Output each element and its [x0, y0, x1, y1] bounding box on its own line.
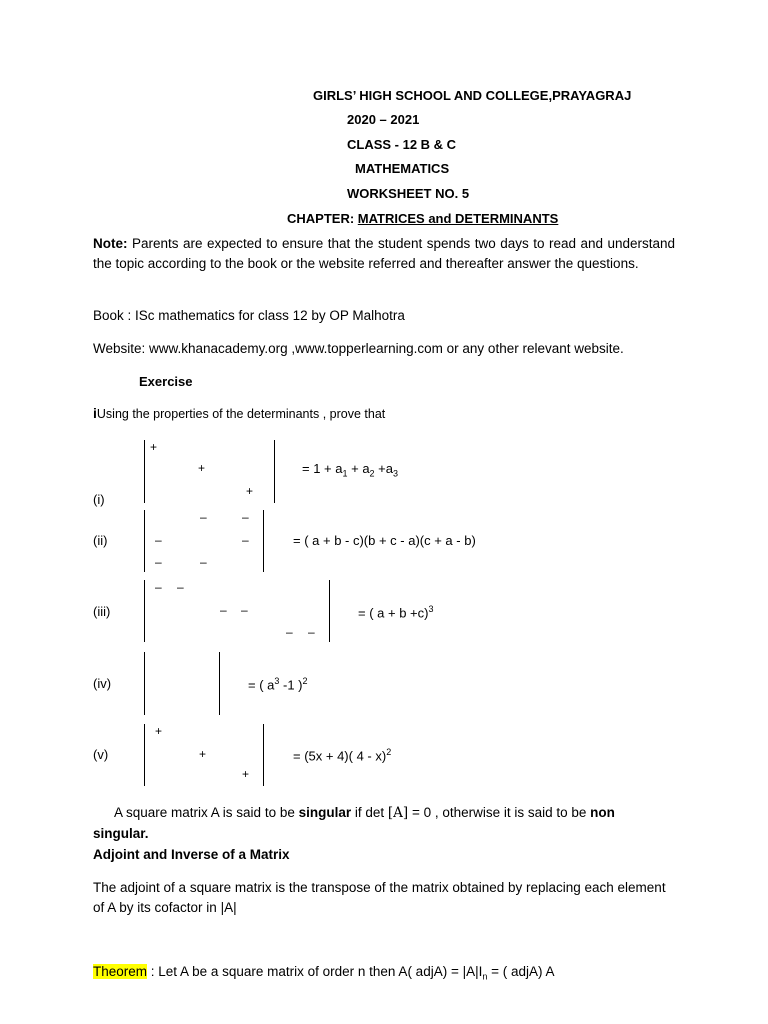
item-label-v: (v)	[93, 747, 109, 762]
singular-mid: if det	[351, 805, 388, 820]
determinant-bar-left-iv	[144, 652, 145, 715]
matrix-symbol-ii-3: –	[155, 533, 162, 547]
item-label-ii: (ii)	[93, 533, 108, 548]
rhs-iv-sup-2: 2	[302, 676, 308, 686]
item-rhs-v	[293, 747, 391, 763]
singular-term: singular	[298, 805, 352, 820]
determinant-bar-left-ii	[144, 510, 145, 572]
singular-definition	[114, 805, 615, 821]
worksheet-number: WORKSHEET NO. 5	[347, 186, 470, 201]
rhs-i-part-2: + a	[347, 461, 370, 476]
determinant-bar-right-i	[274, 440, 275, 503]
exercise-intro-text: Using the properties of the determinants , prove that	[96, 407, 386, 421]
item-rhs-ii: = ( a + b - c)(b + c - a)(c + a - b)	[293, 533, 476, 548]
theorem-sub: n	[482, 971, 488, 982]
note-paragraph	[93, 234, 675, 274]
matrix-symbol-ii-4: –	[242, 533, 249, 547]
item-label-iii: (iii)	[93, 604, 111, 619]
determinant-bar-left-i	[144, 440, 145, 503]
determinant-bar-left-iii	[144, 580, 145, 642]
matrix-symbol-v-1: +	[155, 724, 163, 738]
chapter-line	[287, 211, 558, 226]
matrix-symbol-ii-5: –	[155, 555, 162, 569]
rhs-v-text: = (5x + 4)( 4 - x)	[293, 748, 387, 764]
theorem-label: Theorem	[93, 964, 148, 979]
matrix-symbol-ii-6: –	[200, 555, 207, 569]
singular-line-two: singular.	[93, 826, 149, 841]
theorem-tail: = ( adjA) A	[487, 964, 555, 979]
singular-post: = 0 , otherwise it is said to be	[408, 805, 591, 820]
rhs-i-part-3: +a	[374, 461, 393, 476]
theorem-line	[93, 964, 555, 982]
rhs-i-sub-2: 2	[369, 468, 375, 479]
rhs-iii-sup: 3	[428, 604, 434, 614]
item-rhs-iv	[248, 676, 308, 692]
matrix-symbol-iii-3: –	[220, 603, 227, 617]
determinant-bar-right-ii	[263, 510, 264, 572]
rhs-iv-text: = ( a	[248, 677, 275, 693]
adjoint-heading: Adjoint and Inverse of a Matrix	[93, 847, 290, 862]
rhs-v-sup: 2	[386, 747, 392, 757]
session-year: 2020 – 2021	[347, 112, 420, 127]
singular-det-arg: [A]	[387, 805, 409, 821]
matrix-symbol-i-1: +	[150, 440, 158, 454]
determinant-bar-left-v	[144, 724, 145, 786]
rhs-i-sub-1: 1	[342, 468, 348, 479]
matrix-symbol-iii-2: –	[177, 580, 184, 594]
item-label-i: (i)	[93, 492, 105, 507]
rhs-i-sub-3: 3	[393, 468, 399, 479]
rhs-i-part-1: = 1 + a	[302, 461, 343, 476]
determinant-bar-right-v	[263, 724, 264, 786]
item-rhs-i	[302, 461, 398, 479]
matrix-symbol-iii-5: –	[286, 625, 293, 639]
exercise-heading: Exercise	[139, 374, 193, 389]
book-reference: Book : ISc mathematics for class 12 by OP Malhotra	[93, 308, 405, 323]
note-label: Note:	[93, 236, 128, 251]
chapter-title: MATRICES and DETERMINANTS	[357, 211, 559, 226]
matrix-symbol-ii-2: –	[242, 510, 249, 524]
matrix-symbol-iii-6: –	[308, 625, 315, 639]
matrix-symbol-v-2: +	[199, 747, 207, 761]
non-term: non	[590, 805, 615, 820]
determinant-bar-right-iii	[329, 580, 330, 642]
rhs-iv-mid: -1 )	[279, 677, 303, 693]
rhs-iii-text: = ( a + b +c)	[358, 605, 429, 621]
matrix-symbol-i-2: +	[198, 461, 206, 475]
rhs-iv-sup-1: 3	[274, 676, 280, 686]
item-rhs-iii	[358, 604, 433, 620]
adjoint-definition: The adjoint of a square matrix is the transpose of the matrix obtained by replacing each element of A by its cofactor in |A|	[93, 880, 666, 915]
note-text: Parents are expected to ensure that the student spends two days to read and understand the topic according to the book or the website referred and thereafter answer the questions.	[93, 236, 675, 271]
matrix-symbol-ii-1: –	[200, 510, 207, 524]
chapter-label: CHAPTER:	[287, 211, 358, 226]
singular-pre: A square matrix A is said to be	[114, 805, 299, 820]
matrix-symbol-i-3: +	[246, 484, 254, 498]
subject-line: MATHEMATICS	[355, 161, 450, 176]
matrix-symbol-iii-4: –	[241, 603, 248, 617]
determinant-bar-right-iv	[219, 652, 220, 715]
item-label-iv: (iv)	[93, 676, 112, 691]
matrix-symbol-iii-1: –	[155, 580, 162, 594]
website-reference: Website: www.khanacademy.org ,www.topperlearning.com or any other relevant website.	[93, 341, 624, 356]
exercise-marker: i	[93, 405, 97, 421]
class-line: CLASS - 12 B & C	[347, 137, 457, 152]
exercise-intro	[93, 405, 385, 421]
matrix-symbol-v-3: +	[242, 767, 250, 781]
theorem-text: : Let A be a square matrix of order n then A( adjA) = |A|I	[147, 964, 483, 979]
school-name: GIRLS’ HIGH SCHOOL AND COLLEGE,PRAYAGRAJ	[313, 88, 632, 103]
